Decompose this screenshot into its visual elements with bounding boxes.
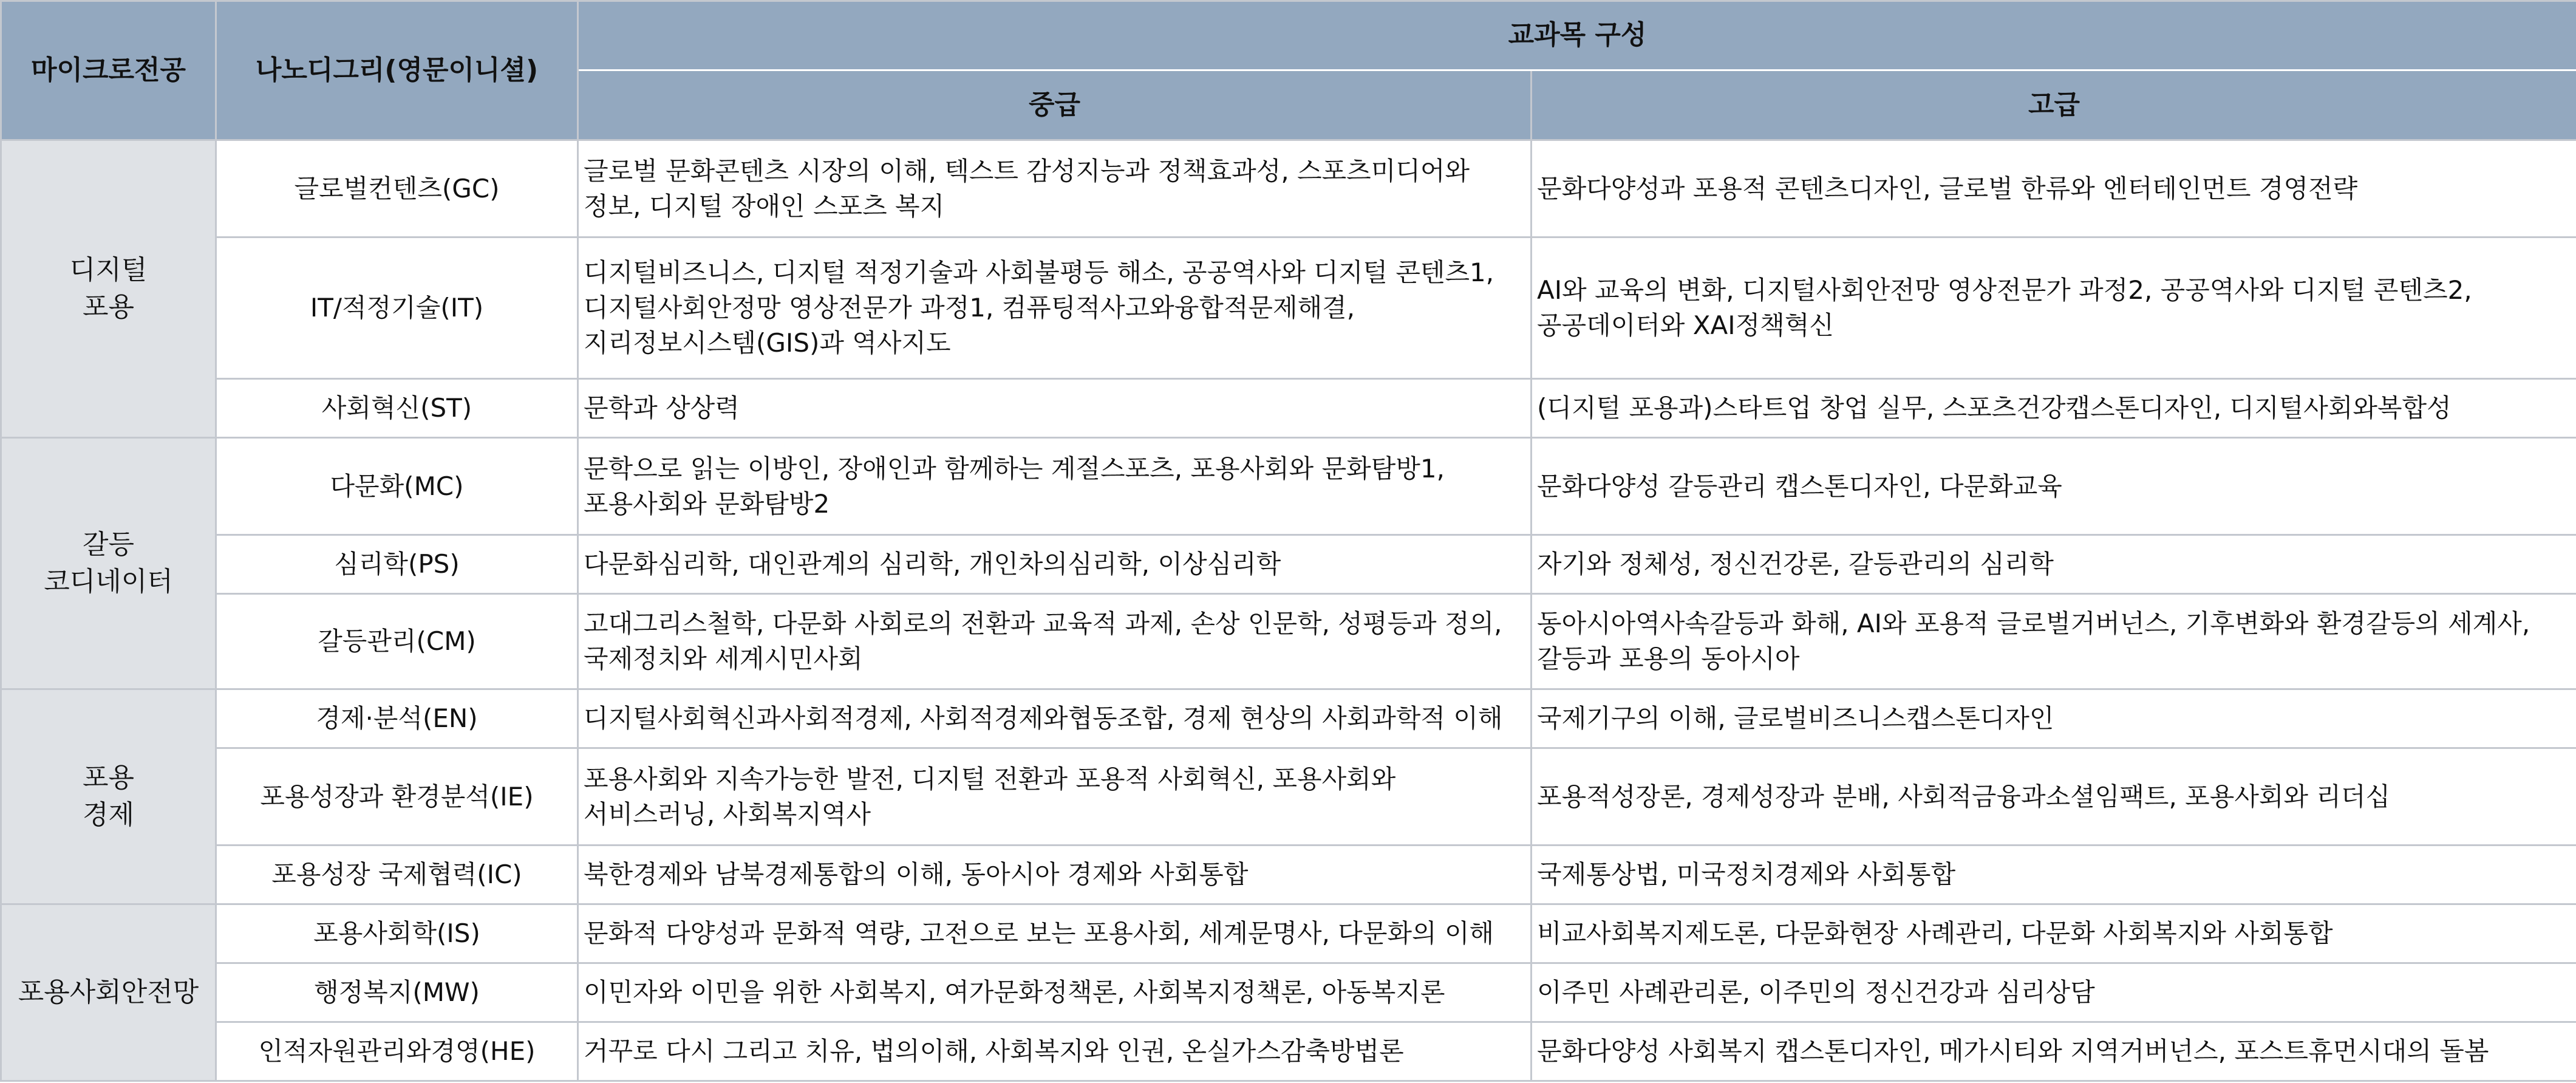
table-row (1, 904, 2576, 963)
major-label: 디지털 (69, 254, 148, 285)
advanced-courses: (디지털 포용과)스타트업 창업 실무, 스포츠건강캡스톤디자인, 디지털사회와복합성 (1532, 379, 2576, 438)
major-cell (1, 438, 216, 689)
major-label: 포용 (82, 291, 134, 323)
advanced-courses: 포용적성장론, 경제성장과 분배, 사회적금융과소셜임팩트, 포용사회와 리더십 (1532, 748, 2576, 846)
major-cell (1, 689, 216, 904)
intermediate-courses: 문학과 상상력 (578, 379, 1532, 438)
major-cell (1, 904, 216, 1081)
major-label: 포용 (82, 762, 134, 793)
intermediate-courses: 디지털비즈니스, 디지털 적정기술과 사회불평등 해소, 공공역사와 디지털 콘텐츠1, 디지털사회안정망 영상전문가 과정1, 컴퓨팅적사고와융합적문제해결, 지리정보시스템(GIS)과 역사지도 (578, 237, 1532, 379)
intermediate-courses: 글로벌 문화콘텐츠 시장의 이해, 텍스트 감성지능과 정책효과성, 스포츠미디어와 정보, 디지털 장애인 스포츠 복지 (578, 140, 1532, 237)
advanced-courses: 문화다양성 갈등관리 캡스톤디자인, 다문화교육 (1532, 438, 2576, 535)
major-label: 코디네이터 (44, 565, 173, 597)
advanced-courses: 문화다양성 사회복지 캡스톤디자인, 메가시티와 지역거버넌스, 포스트휴먼시대의 돌봄 (1532, 1022, 2576, 1081)
degree-cell: 다문화(MC) (216, 438, 578, 535)
table-row (1, 594, 2576, 689)
intermediate-courses: 다문화심리학, 대인관계의 심리학, 개인차의심리학, 이상심리학 (578, 535, 1532, 594)
intermediate-courses: 이민자와 이민을 위한 사회복지, 여가문화정책론, 사회복지정책론, 아동복지론 (578, 963, 1532, 1022)
degree-cell: 포용성장 국제협력(IC) (216, 846, 578, 904)
degree-cell: 포용사회학(IS) (216, 904, 578, 963)
advanced-courses: 문화다양성과 포용적 콘텐츠디자인, 글로벌 한류와 엔터테인먼트 경영전략 (1532, 140, 2576, 237)
intermediate-courses: 디지털사회혁신과사회적경제, 사회적경제와협동조합, 경제 현상의 사회과학적 이해 (578, 689, 1532, 748)
header-major: 마이크로전공 (1, 1, 216, 140)
degree-cell: 사회혁신(ST) (216, 379, 578, 438)
table-row (1, 237, 2576, 379)
degree-cell: 포용성장과 환경분석(IE) (216, 748, 578, 846)
table-row (1, 1022, 2576, 1081)
table-row (1, 438, 2576, 535)
degree-cell: 인적자원관리와경영(HE) (216, 1022, 578, 1081)
major-label: 경제 (82, 799, 134, 830)
degree-cell: 갈등관리(CM) (216, 594, 578, 689)
intermediate-courses: 북한경제와 남북경제통합의 이해, 동아시아 경제와 사회통합 (578, 846, 1532, 904)
table-row (1, 140, 2576, 237)
advanced-courses: 국제통상법, 미국정치경제와 사회통합 (1532, 846, 2576, 904)
degree-cell: 행정복지(MW) (216, 963, 578, 1022)
major-label: 포용사회안전망 (18, 976, 199, 1008)
degree-cell: IT/적정기술(IT) (216, 237, 578, 379)
intermediate-courses: 포용사회와 지속가능한 발전, 디지털 전환과 포용적 사회혁신, 포용사회와 서비스러닝, 사회복지역사 (578, 748, 1532, 846)
advanced-courses: AI와 교육의 변화, 디지털사회안전망 영상전문가 과정2, 공공역사와 디지털 콘텐츠2, 공공데이터와 XAI정책혁신 (1532, 237, 2576, 379)
degree-cell: 경제·분석(EN) (216, 689, 578, 748)
intermediate-courses: 고대그리스철학, 다문화 사회로의 전환과 교육적 과제, 손상 인문학, 성평등과 정의, 국제정치와 세계시민사회 (578, 594, 1532, 689)
header-degree: 나노디그리(영문이니셜) (216, 1, 578, 140)
advanced-courses: 이주민 사례관리론, 이주민의 정신건강과 심리상담 (1532, 963, 2576, 1022)
intermediate-courses: 문화적 다양성과 문화적 역량, 고전으로 보는 포용사회, 세계문명사, 다문화의 이해 (578, 904, 1532, 963)
table-row (1, 689, 2576, 748)
major-label: 갈등 (82, 528, 134, 560)
header-advanced: 고급 (1532, 70, 2576, 140)
major-cell (1, 140, 216, 438)
table-row (1, 748, 2576, 846)
advanced-courses: 비교사회복지제도론, 다문화현장 사례관리, 다문화 사회복지와 사회통합 (1532, 904, 2576, 963)
advanced-courses: 자기와 정체성, 정신건강론, 갈등관리의 심리학 (1532, 535, 2576, 594)
table-row (1, 535, 2576, 594)
header-intermediate: 중급 (578, 70, 1532, 140)
intermediate-courses: 거꾸로 다시 그리고 치유, 법의이해, 사회복지와 인권, 온실가스감축방법론 (578, 1022, 1532, 1081)
advanced-courses: 국제기구의 이해, 글로벌비즈니스캡스톤디자인 (1532, 689, 2576, 748)
intermediate-courses: 문학으로 읽는 이방인, 장애인과 함께하는 계절스포츠, 포용사회와 문화탐방1, 포용사회와 문화탐방2 (578, 438, 1532, 535)
degree-cell: 심리학(PS) (216, 535, 578, 594)
table-row (1, 963, 2576, 1022)
advanced-courses: 동아시아역사속갈등과 화해, AI와 포용적 글로벌거버넌스, 기후변화와 환경갈등의 세계사, 갈등과 포용의 동아시아 (1532, 594, 2576, 689)
table-row (1, 846, 2576, 904)
degree-cell: 글로벌컨텐츠(GC) (216, 140, 578, 237)
table-row (1, 379, 2576, 438)
header-curriculum: 교과목 구성 (578, 1, 2576, 70)
